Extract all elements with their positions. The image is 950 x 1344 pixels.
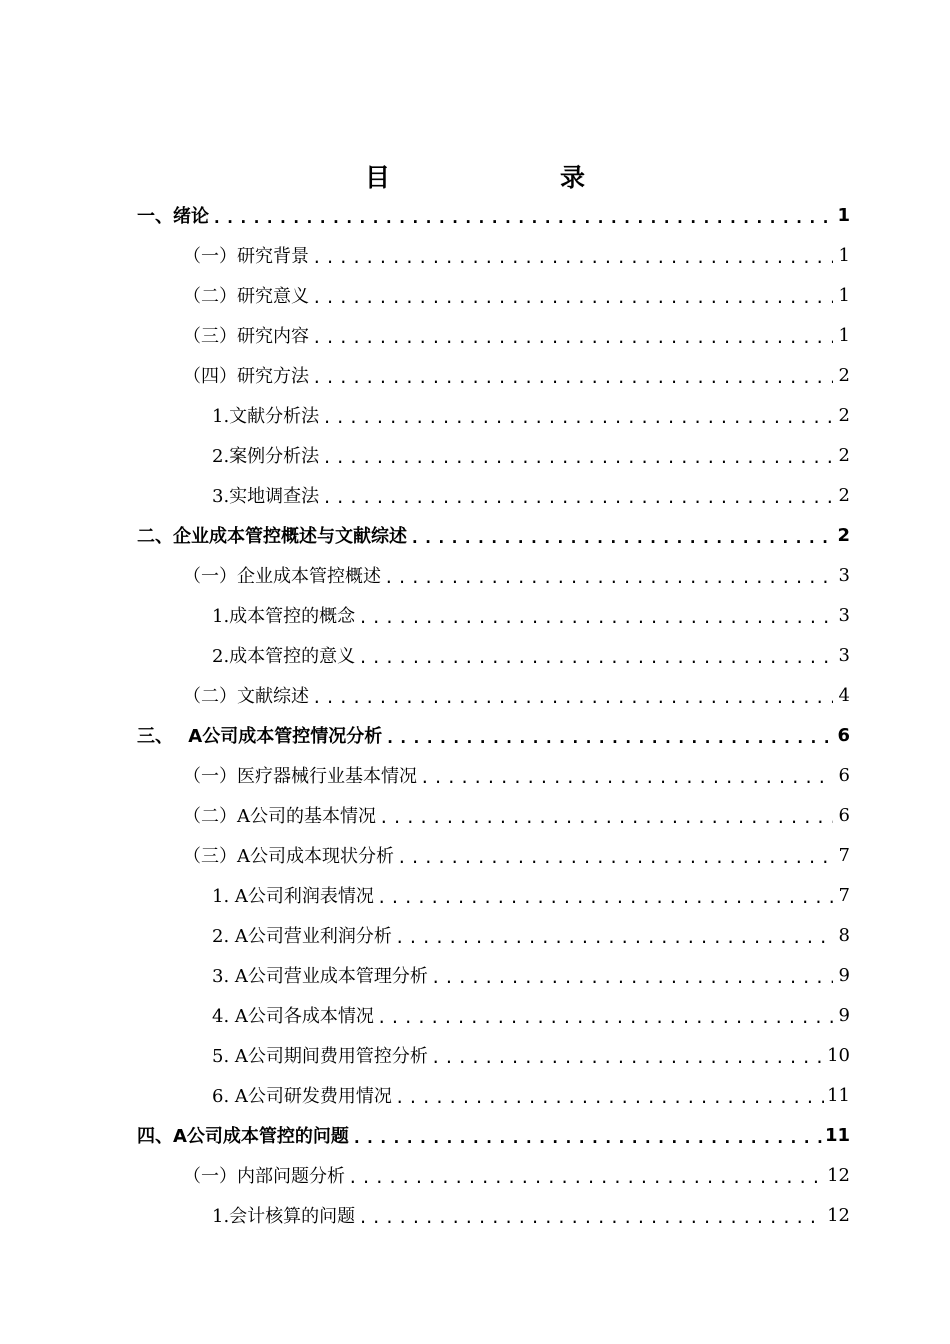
- toc-entry-label: 3.实地调查法: [212, 486, 320, 507]
- toc-entry-label: 四、A公司成本管控的问题: [137, 1126, 349, 1147]
- toc-entry-label: 5. A公司期间费用管控分析: [212, 1046, 428, 1067]
- toc-entry-page-number: 11: [824, 1124, 850, 1146]
- toc-entry-label: （三）研究内容: [183, 326, 309, 347]
- toc-entry-page-number: 7: [838, 844, 850, 866]
- toc-entry: [0, 675, 950, 715]
- toc-entry-label: （一）内部问题分析: [183, 1166, 345, 1187]
- toc-entry: [0, 915, 950, 955]
- toc-entry: [0, 795, 950, 835]
- toc-entry-page-number: 11: [827, 1084, 850, 1106]
- toc-entry-page-number: 2: [838, 444, 850, 466]
- toc-entry: [0, 1115, 950, 1155]
- toc-entry-page-number: 9: [838, 1004, 850, 1026]
- toc-entry-page-number: 2: [838, 404, 850, 426]
- toc-entry-page-number: 4: [838, 684, 850, 706]
- toc-entry-page-number: 3: [838, 644, 850, 666]
- dot-leader: [322, 408, 833, 427]
- dot-leader: [431, 968, 833, 987]
- toc-entry: [0, 875, 950, 915]
- toc-entry: [0, 195, 950, 235]
- toc-entry-label: （二）文献综述: [183, 686, 309, 707]
- toc-entry-page-number: 1: [838, 284, 850, 306]
- toc-entry: [0, 435, 950, 475]
- toc-entry: [0, 995, 950, 1035]
- toc-entry: [0, 595, 950, 635]
- dot-leader: [395, 928, 833, 947]
- dot-leader: [377, 888, 833, 907]
- toc-entry: [0, 1155, 950, 1195]
- page-title: 目 录: [364, 163, 625, 192]
- dot-leader: [312, 368, 833, 387]
- toc-entry-label: 2.成本管控的意义: [212, 646, 356, 667]
- toc-entry: [0, 835, 950, 875]
- toc-entry: [0, 1075, 950, 1115]
- dot-leader: [379, 808, 833, 827]
- toc-entry: [0, 955, 950, 995]
- toc-entry-page-number: 3: [838, 604, 850, 626]
- toc-entry: [0, 355, 950, 395]
- dot-leader: [358, 648, 833, 667]
- toc-entry-label: （三）A公司成本现状分析: [183, 846, 394, 867]
- toc-entry-label: （一）企业成本管控概述: [183, 566, 381, 587]
- toc-entry: [0, 1035, 950, 1075]
- dot-leader: [312, 248, 833, 267]
- toc-entry-label: 2.案例分析法: [212, 446, 320, 467]
- dot-leader: [377, 1008, 833, 1027]
- toc-entry: [0, 235, 950, 275]
- toc-entry-page-number: 1: [837, 204, 850, 226]
- dot-leader: [384, 568, 833, 587]
- toc-entry-page-number: 10: [827, 1044, 850, 1066]
- toc-entry-label: （二）研究意义: [183, 286, 309, 307]
- toc-entry-page-number: 2: [838, 484, 850, 506]
- toc-entry-page-number: 3: [838, 564, 850, 586]
- toc-entry: [0, 555, 950, 595]
- toc-entry-page-number: 12: [827, 1204, 850, 1226]
- toc-entry-page-number: 6: [837, 724, 850, 746]
- dot-leader: [312, 688, 833, 707]
- toc-entry-label: 1.会计核算的问题: [212, 1206, 356, 1227]
- toc-entry-page-number: 12: [827, 1164, 850, 1186]
- toc-entry-label: 一、绪论: [137, 206, 209, 227]
- toc-entry-label: （二）A公司的基本情况: [183, 806, 376, 827]
- toc-entry-label: 4. A公司各成本情况: [212, 1006, 374, 1027]
- toc-entry: [0, 275, 950, 315]
- toc-entry-page-number: 6: [838, 764, 850, 786]
- dot-leader: [312, 288, 833, 307]
- toc-entry-page-number: 1: [838, 324, 850, 346]
- toc-entry-page-number: 2: [837, 524, 850, 546]
- toc-entry-label: 二、企业成本管控概述与文献综述: [137, 526, 407, 547]
- toc-entry-page-number: 7: [838, 884, 850, 906]
- dot-leader: [395, 1088, 824, 1107]
- toc-entry-label: 1.成本管控的概念: [212, 606, 356, 627]
- toc-entry: [0, 715, 950, 755]
- toc-entry-label: 2. A公司营业利润分析: [212, 926, 392, 947]
- dot-leader: [431, 1048, 824, 1067]
- toc-entry: [0, 475, 950, 515]
- toc-entry-label: （一）研究背景: [183, 246, 309, 267]
- toc-entry-label: 1.文献分析法: [212, 406, 320, 427]
- toc-entry-label: 1. A公司利润表情况: [212, 886, 374, 907]
- toc-entry: [0, 755, 950, 795]
- toc-entry-page-number: 6: [838, 804, 850, 826]
- toc-entry: [0, 1195, 950, 1235]
- toc-entry-page-number: 1: [838, 244, 850, 266]
- dot-leader: [352, 1128, 822, 1147]
- dot-leader: [420, 768, 833, 787]
- dot-leader: [397, 848, 833, 867]
- dot-leader: [410, 528, 833, 547]
- dot-leader: [312, 328, 833, 347]
- dot-leader: [358, 608, 833, 627]
- toc-entry: [0, 635, 950, 675]
- toc-entry-label: 3. A公司营业成本管理分析: [212, 966, 428, 987]
- toc-entry-label: 三、 A公司成本管控情况分析: [137, 726, 383, 747]
- toc-entry-label: 6. A公司研发费用情况: [212, 1086, 392, 1107]
- dot-leader: [212, 208, 833, 227]
- toc-entry: [0, 515, 950, 555]
- toc-entry: [0, 315, 950, 355]
- dot-leader: [322, 448, 833, 467]
- toc-entry: [0, 395, 950, 435]
- table-of-contents: [0, 195, 950, 1235]
- dot-leader: [348, 1168, 824, 1187]
- toc-entry-page-number: 2: [838, 364, 850, 386]
- toc-entry-page-number: 9: [838, 964, 850, 986]
- dot-leader: [358, 1208, 824, 1227]
- dot-leader: [385, 728, 833, 747]
- toc-entry-page-number: 8: [838, 924, 850, 946]
- dot-leader: [322, 488, 833, 507]
- toc-entry-label: （四）研究方法: [183, 366, 309, 387]
- toc-entry-label: （一）医疗器械行业基本情况: [183, 766, 417, 787]
